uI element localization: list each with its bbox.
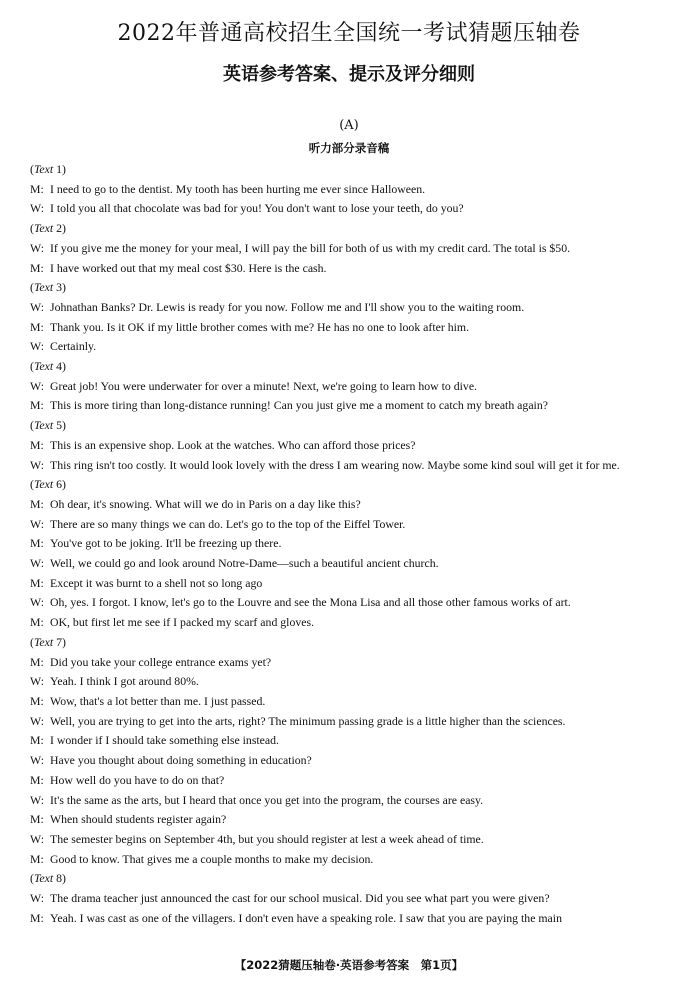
speaker-label: M: xyxy=(30,654,44,669)
speaker-label: M: xyxy=(30,772,44,787)
speaker-label: M: xyxy=(30,812,44,827)
paren-open: ( xyxy=(30,221,34,236)
speaker-label: W: xyxy=(30,891,44,906)
text-heading-number: 3 xyxy=(53,280,63,295)
paren-open: ( xyxy=(30,871,34,886)
dialogue-line xyxy=(30,830,675,850)
dialogue-text: OK, but first let me see if I packed my scarf and gloves. xyxy=(50,615,315,630)
speaker-label: W: xyxy=(30,753,44,768)
dialogue-text: This is an expensive shop. Look at the watches. Who can afford those prices? xyxy=(50,437,416,452)
dialogue-line xyxy=(30,396,675,416)
text-heading xyxy=(30,475,675,495)
dialogue-line xyxy=(30,909,675,929)
speaker-label: W: xyxy=(30,831,44,846)
dialogue-text: I have worked out that my meal cost $30. Here is the cash. xyxy=(50,260,327,275)
dialogue-text: Well, you are trying to get into the arts, right? The minimum passing grade is a little higher than the sciences. xyxy=(50,713,566,728)
speaker-label: M: xyxy=(30,615,44,630)
paren-close: ) xyxy=(62,634,66,649)
speaker-label: M: xyxy=(30,910,44,925)
paren-close: ) xyxy=(62,162,66,176)
paren-close: ) xyxy=(62,871,66,886)
dialogue-line xyxy=(30,515,675,535)
dialogue-line xyxy=(30,810,675,830)
dialogue-text: The drama teacher just announced the cast for our school musical. Did you see what part you were given? xyxy=(50,891,550,906)
dialogue-text: I wonder if I should take something else instead. xyxy=(50,733,280,748)
speaker-label: W: xyxy=(30,201,44,216)
section-title: 听力部分录音稿 xyxy=(308,141,390,155)
speaker-label: M: xyxy=(30,496,44,511)
dialogue-line xyxy=(30,298,675,318)
dialogue-line xyxy=(30,495,675,515)
dialogue-text: This is more tiring than long-distance running! Can you just give me a moment to catch my breath again? xyxy=(50,398,548,413)
text-heading-label: Text xyxy=(33,359,54,374)
dialogue-text: If you give me the money for your meal, I will pay the bill for both of us with my credit card. The total is $50. xyxy=(50,240,571,255)
text-heading-label: Text xyxy=(33,280,54,295)
dialogue-line xyxy=(30,613,675,633)
text-heading-label: Text xyxy=(33,418,54,433)
paren-close: ) xyxy=(62,221,66,236)
paren-open: ( xyxy=(30,634,34,649)
text-heading xyxy=(30,633,675,653)
text-heading xyxy=(30,160,675,180)
dialogue-line xyxy=(30,672,675,692)
dialogue-line xyxy=(30,712,675,732)
speaker-label: W: xyxy=(30,792,44,807)
dialogue-line xyxy=(30,199,675,219)
speaker-label: M: xyxy=(30,260,44,275)
dialogue-text: You've got to be joking. It'll be freezing up there. xyxy=(50,536,282,551)
speaker-label: M: xyxy=(30,437,44,452)
dialogue-text: There are so many things we can do. Let's go to the top of the Eiffel Tower. xyxy=(50,516,406,531)
speaker-label: W: xyxy=(30,339,44,354)
text-heading xyxy=(30,278,675,298)
text-heading-number: 4 xyxy=(53,359,63,374)
paren-open: ( xyxy=(30,418,34,433)
page-footer: 【2022猜题压轴卷·英语参考答案 第1页】 xyxy=(234,958,464,972)
speaker-label: M: xyxy=(30,851,44,866)
dialogue-text: Except it was burnt to a shell not so long ago xyxy=(50,575,263,590)
paren-open: ( xyxy=(30,162,34,176)
paren-close: ) xyxy=(62,280,66,295)
speaker-label: W: xyxy=(30,713,44,728)
speaker-label: M: xyxy=(30,575,44,590)
dialogue-text: Good to know. That gives me a couple months to make my decision. xyxy=(50,851,374,866)
section-label: (A) xyxy=(339,118,359,133)
speaker-label: W: xyxy=(30,378,44,393)
dialogue-text: Yeah. I was cast as one of the villagers. I don't even have a speaking role. I saw that you are paying the main xyxy=(50,910,562,925)
speaker-label: M: xyxy=(30,536,44,551)
paren-open: ( xyxy=(30,280,34,295)
text-heading-number: 7 xyxy=(53,634,63,649)
dialogue-line xyxy=(30,239,675,259)
dialogue-text: Great job! You were underwater for over a minute! Next, we're going to learn how to dive. xyxy=(50,378,478,393)
text-heading xyxy=(30,219,675,239)
dialogue-line xyxy=(30,653,675,673)
speaker-label: M: xyxy=(30,319,44,334)
dialogue-line xyxy=(30,436,675,456)
speaker-label: M: xyxy=(30,398,44,413)
speaker-label: W: xyxy=(30,556,44,571)
dialogue-text: Yeah. I think I got around 80%. xyxy=(50,674,199,689)
dialogue-line xyxy=(30,534,675,554)
speaker-label: W: xyxy=(30,674,44,689)
text-heading-number: 2 xyxy=(53,221,63,236)
dialogue-text: This ring isn't too costly. It would look lovely with the dress I am wearing now. Maybe some kind soul will get it for me. xyxy=(50,457,620,472)
text-heading-number: 5 xyxy=(53,418,63,433)
paren-open: ( xyxy=(30,477,34,492)
dialogue-text: Did you take your college entrance exams yet? xyxy=(50,654,272,669)
dialogue-text: Wow, that's a lot better than me. I just passed. xyxy=(50,693,266,708)
text-heading-label: Text xyxy=(33,477,54,492)
speaker-label: M: xyxy=(30,181,44,196)
text-heading xyxy=(30,416,675,436)
dialogue-line xyxy=(30,850,675,870)
dialogue-line xyxy=(30,456,675,476)
document-title: 2022年普通高校招生全国统一考试猜题压轴卷 xyxy=(117,21,581,46)
speaker-label: M: xyxy=(30,733,44,748)
speaker-label: W: xyxy=(30,595,44,610)
dialogue-line xyxy=(30,593,675,613)
dialogue-text: Johnathan Banks? Dr. Lewis is ready for you now. Follow me and I'll show you to the waiting room. xyxy=(50,299,525,314)
dialogue-text: Have you thought about doing something in education? xyxy=(50,753,312,768)
paren-close: ) xyxy=(62,418,66,433)
dialogue-line xyxy=(30,751,675,771)
dialogue-line xyxy=(30,377,675,397)
dialogue-line xyxy=(30,889,675,909)
listening-transcript xyxy=(30,160,675,928)
dialogue-text: When should students register again? xyxy=(50,812,227,827)
dialogue-text: Well, we could go and look around Notre-Dame—such a beautiful ancient church. xyxy=(50,556,439,571)
text-heading-number: 6 xyxy=(53,477,63,492)
dialogue-line xyxy=(30,731,675,751)
speaker-label: M: xyxy=(30,693,44,708)
dialogue-line xyxy=(30,180,675,200)
text-heading-label: Text xyxy=(33,634,54,649)
dialogue-line xyxy=(30,554,675,574)
text-heading xyxy=(30,869,675,889)
speaker-label: W: xyxy=(30,457,44,472)
dialogue-text: Oh dear, it's snowing. What will we do in Paris on a day like this? xyxy=(50,496,361,511)
document-subtitle: 英语参考答案、提示及评分细则 xyxy=(223,64,475,85)
dialogue-line xyxy=(30,791,675,811)
text-heading-label: Text xyxy=(33,871,54,886)
paren-close: ) xyxy=(62,359,66,374)
paren-open: ( xyxy=(30,359,34,374)
dialogue-line xyxy=(30,771,675,791)
speaker-label: W: xyxy=(30,299,44,314)
dialogue-text: The semester begins on September 4th, but you should register at lest a week ahead of time. xyxy=(50,831,484,846)
dialogue-text: How well do you have to do on that? xyxy=(50,772,225,787)
paren-close: ) xyxy=(62,477,66,492)
dialogue-text: Certainly. xyxy=(50,339,97,354)
speaker-label: W: xyxy=(30,516,44,531)
speaker-label: W: xyxy=(30,240,44,255)
dialogue-text: I told you all that chocolate was bad for you! You don't want to lose your teeth, do you? xyxy=(50,201,464,216)
dialogue-text: Thank you. Is it OK if my little brother comes with me? He has no one to look after him. xyxy=(50,319,470,334)
dialogue-line xyxy=(30,318,675,338)
text-heading-number: 8 xyxy=(53,871,63,886)
text-heading-number: 1 xyxy=(53,162,63,176)
text-heading xyxy=(30,357,675,377)
dialogue-line xyxy=(30,574,675,594)
dialogue-line xyxy=(30,337,675,357)
text-heading-label: Text xyxy=(33,221,54,236)
dialogue-text: It's the same as the arts, but I heard that once you get into the program, the courses are easy. xyxy=(50,792,484,807)
dialogue-line xyxy=(30,692,675,712)
dialogue-line xyxy=(30,259,675,279)
text-heading-label: Text xyxy=(33,162,54,176)
dialogue-text: I need to go to the dentist. My tooth has been hurting me ever since Halloween. xyxy=(50,181,426,196)
dialogue-text: Oh, yes. I forgot. I know, let's go to the Louvre and see the Mona Lisa and all those other famous works of art. xyxy=(50,595,571,610)
